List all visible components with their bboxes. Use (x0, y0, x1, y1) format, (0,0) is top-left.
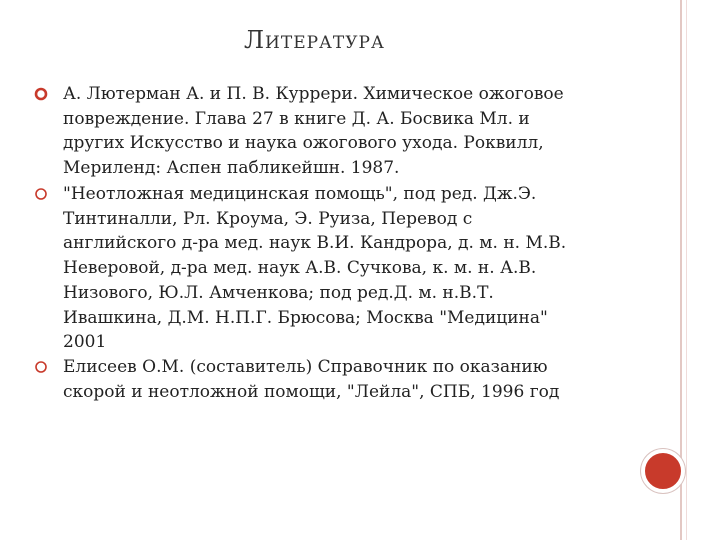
reference-line: других Искусство и наука ожогового ухода. Роквилл, (63, 133, 544, 154)
reference-line: английского д-ра мед. наук В.И. Кандрора, д. м. н. М.В. (63, 233, 567, 254)
title-rest: ИТЕРАТУРА (265, 33, 385, 53)
title-initial: Л (244, 26, 266, 54)
reference-line: Тинтиналли, Рл. Кроума, Э. Руиза, Перевод с (63, 208, 473, 229)
reference-line: Ивашкина, Д.М. Н.П.Г. Брюсова; Москва "Медицина" (63, 307, 548, 328)
reference-line: Неверовой, д-ра мед. наук А.В. Сучкова, к. м. н. А.В. (63, 258, 537, 279)
ring-bullet-icon (34, 187, 48, 201)
reference-text (63, 82, 663, 181)
reference-line: А. Лютерман А. и П. В. Куррери. Химическое ожоговое (63, 84, 564, 104)
reference-line: Елисеев О.М. (составитель) Справочник по оказанию (63, 357, 548, 377)
reference-text (63, 355, 663, 404)
reference-line: скорой и неотложной помощи, "Лейла", СПБ, 1996 год (63, 381, 560, 402)
reference-line: Мериленд: Аспен пабликейшн. 1987. (63, 158, 400, 179)
reference-line: "Неотложная медицинская помощь", под ред. Дж.Э. (63, 184, 537, 204)
ring-bullet-icon (34, 87, 48, 101)
reference-line: повреждение. Глава 27 в книге Д. А. Босвика Мл. и (63, 108, 530, 129)
reference-text (63, 182, 663, 355)
reference-line: Низового, Ю.Л. Амченкова; под ред.Д. м. н.В.Т. (63, 282, 494, 303)
reference-line: 2001 (63, 332, 107, 353)
decorative-circle (641, 449, 685, 493)
ring-bullet-icon (34, 360, 48, 374)
